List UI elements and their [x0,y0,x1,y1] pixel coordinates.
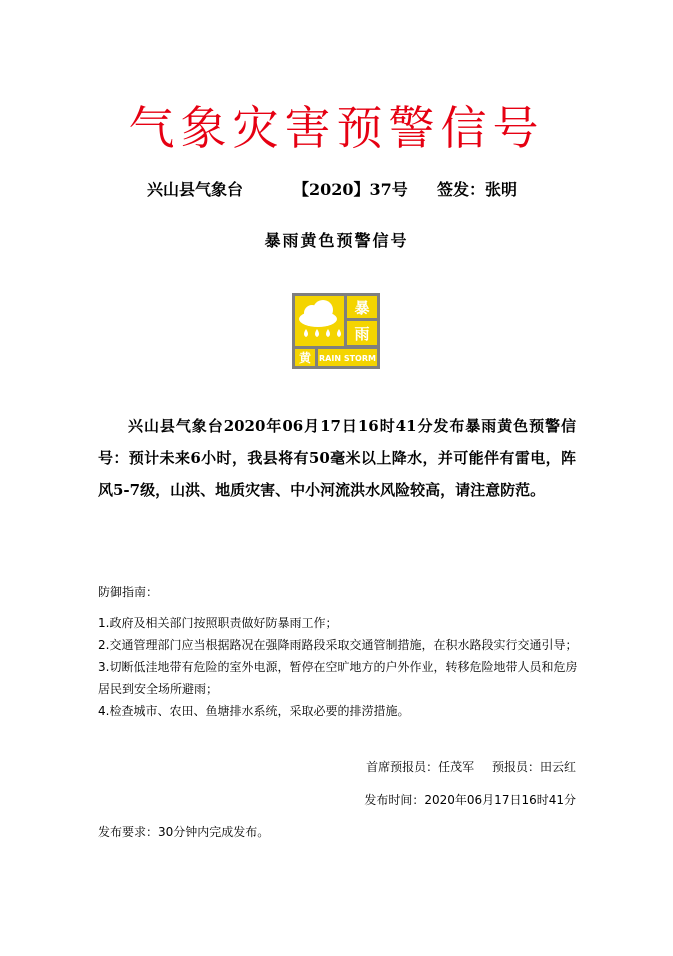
issue-line [147,178,547,202]
forecaster: 预报员：田云红 [491,760,576,774]
forecaster-line [98,756,576,778]
release-time: 发布时间：2020年06月17日16时41分 [364,793,576,807]
signed-by: 签发：张明 [437,180,518,199]
document-title: 气象灾害预警信号 [128,101,545,155]
guide-item: 4.检查城市、农田、鱼塘排水系统，采取必要的排涝措施。 [98,704,410,718]
signal-char-bao: 暴 [354,299,370,317]
signal-english-label: RAIN STORM [319,354,376,363]
guide-item: 1.政府及相关部门按照职责做好防暴雨工作； [98,616,338,630]
chief-forecaster: 首席预报员：任茂军 [366,760,475,774]
guide-list [98,612,578,722]
release-requirement: 发布要求：30分钟内完成发布。 [98,825,270,839]
warning-body: 兴山县气象台2020年06月17日16时41分发布暴雨黄色预警信号：预计未来6小时，我县将有50毫米以上降水，并可能伴有雷电，阵风5-7级，山洪、地质灾害、中小河流洪水风险较高，请注意防范。 [98,417,576,499]
rainstorm-yellow-signal-icon [292,293,380,369]
doc-number: 【2020】37号 [293,180,408,199]
guide-title: 防御指南： [98,585,159,599]
guide-item: 3.切断低洼地带有危险的室外电源，暂停在空旷地方的户外作业，转移危险地带人员和危房居民到安全场所避雨； [98,660,578,696]
signal-name: 暴雨黄色预警信号 [264,231,409,250]
issuer: 兴山县气象台 [147,180,244,199]
signal-char-huang: 黄 [298,351,312,365]
signal-char-yu: 雨 [354,325,370,343]
guide-item: 2.交通管理部门应当根据路况在强降雨路段采取交通管制措施，在积水路段实行交通引导； [98,638,578,652]
